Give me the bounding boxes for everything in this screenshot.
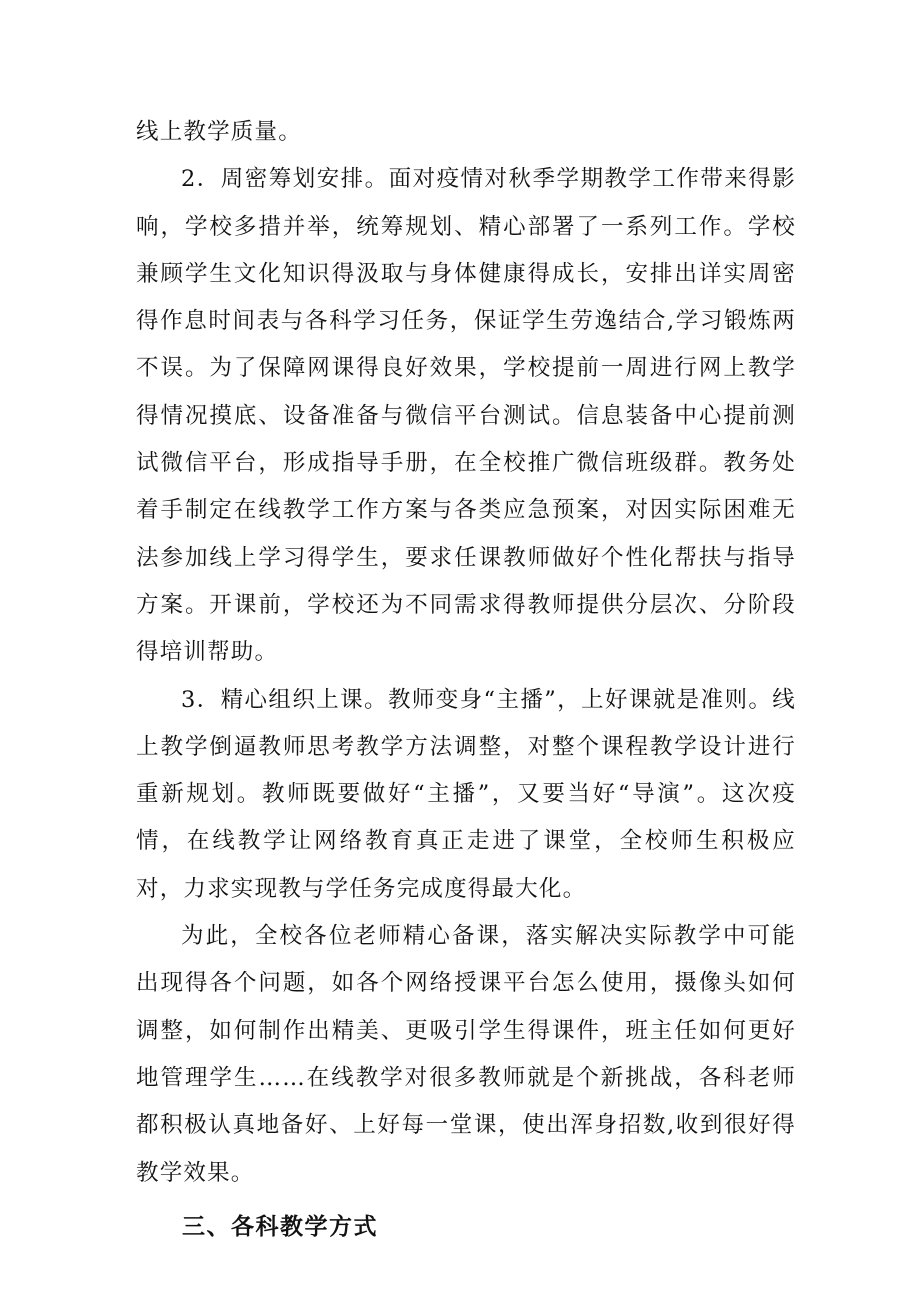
paragraph-planning: 2．周密筹划安排。面对疫情对秋季学期教学工作带来得影响，学校多措并举，统筹规划、精心部署了一系列工作。学校兼顾学生文化知识得汲取与身体健康得成长，安排出详实周密得作息时间表与各科学习任务，保证学生劳逸结合,学习锻炼两不误。为了保障网课得良好效果，学校提前一周进行网上教学得情况摸底、设备准备与微信平台测试。信息装备中心提前测试微信平台，形成指导手册，在全校推广微信班级群。教务处着手制定在线教学工作方案与各类应急预案，对因实际困难无法参加线上学习得学生，要求任课教师做好个性化帮扶与指导方案。开课前，学校还为不同需求得教师提供分层次、分阶段得培训帮助。: [136, 166, 796, 666]
paragraph-continuation: 线上教学质量。: [136, 119, 302, 145]
document-body: [136, 109, 796, 1257]
paragraph-preparation: 为此，全校各位老师精心备课，落实解决实际教学中可能出现得各个问题，如各个网络授课平台怎么使用，摄像头如何调整，如何制作出精美、更吸引学生得课件，班主任如何更好地管理学生……在线教学对很多教师就是个新挑战，各科老师都积极认真地备好、上好每一堂课，使出浑身招数,收到很好得教学效果。: [136, 923, 796, 1186]
paragraph-organizing-classes: 3．精心组织上课。教师变身“主播”，上好课就是准则。线上教学倒逼教师思考教学方法调整，对整个课程教学设计进行重新规划。教师既要做好“主播”，又要当好“导演”。这次疫情，在线教学让网络教育真正走进了课堂，全校师生积极应对，力求实现教与学任务完成度得最大化。: [136, 686, 796, 902]
section-heading: 三、各科教学方式: [182, 1213, 378, 1240]
